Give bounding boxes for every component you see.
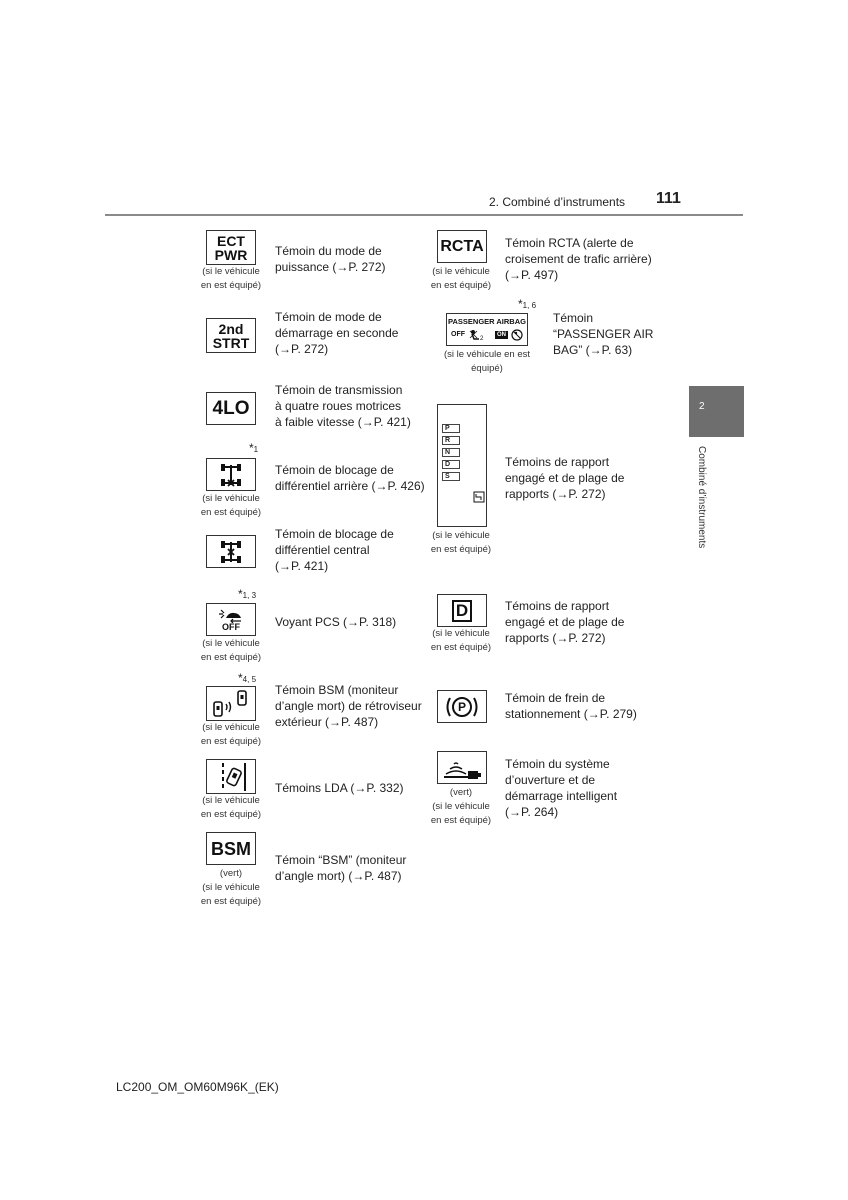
rcta-description: Témoin RCTA (alerte de croisement de trafic arrière) (→P. 497)	[505, 236, 652, 282]
drive-letter-frame: D	[452, 600, 472, 622]
rear-diff-lock-symbol-icon	[216, 462, 246, 488]
bsm-vehicles-icon	[209, 688, 253, 720]
4lo-indicator-icon: 4LO	[206, 392, 256, 425]
seated-passenger-crossed-icon	[468, 329, 486, 341]
lda-description: Témoins LDA (→P. 332)	[275, 781, 404, 795]
rear-diff-description: Témoin de blocage de différentiel arrière (→P. 426)	[275, 463, 425, 493]
pcs-collision-icon	[215, 607, 247, 623]
bsm-mirror-indicator-icon	[206, 686, 256, 721]
ect-pwr-indicator-icon	[206, 230, 256, 265]
4lo-description: Témoin de transmission à quatre roues motrices à faible vitesse (→P. 421)	[275, 383, 411, 429]
ect-icon-line2: PWR	[214, 246, 248, 263]
pcs-description: Voyant PCS (→P. 318)	[275, 615, 397, 629]
airbag-status-row: OFF 2 ON	[451, 329, 523, 341]
rear-diff-lock-icon	[206, 458, 256, 491]
seated-passenger-on-icon	[511, 329, 523, 341]
chapter-number: 2	[699, 401, 705, 412]
document-code: LC200_OM_OM60M96K_(EK)	[116, 1080, 279, 1094]
equipment-note: (vert) (si le véhicule en est équipé)	[430, 787, 492, 826]
gear-n: N	[442, 448, 460, 457]
shift-range-description: Témoins de rapport engagé et de plage de rapports (→P. 272)	[505, 455, 625, 501]
header-divider	[105, 214, 743, 216]
equipment-note: (si le véhicule en est équipé)	[430, 530, 492, 555]
center-diff-lock-symbol-icon	[216, 539, 246, 565]
page-number: 111	[656, 190, 681, 207]
second-start-description: Témoin de mode de démarrage en seconde (→P. 272)	[275, 310, 399, 356]
ect-description: Témoin du mode de puissance (→P. 272)	[275, 244, 386, 274]
gear-s: S	[442, 472, 460, 481]
center-diff-lock-icon	[206, 535, 256, 568]
lane-departure-icon	[209, 761, 253, 793]
ect-icon-line1: ECT	[216, 232, 245, 249]
gear-p: P	[442, 424, 460, 433]
section-title: 2. Combiné d’instruments	[489, 195, 626, 209]
footnote-marker: *1, 6	[518, 297, 537, 311]
shift-range-icon	[473, 491, 485, 503]
equipment-note: (si le véhicule en est équipé)	[200, 638, 262, 663]
footnote-marker: *1	[249, 441, 259, 455]
bsm-indicator-icon: BSM	[206, 832, 256, 865]
passenger-airbag-indicator-icon: PASSENGER AIRBAG OFF 2 ON	[446, 313, 528, 346]
lda-indicator-icon	[206, 759, 256, 794]
second-start-indicator-icon: 2nd STRT	[206, 318, 256, 353]
gear-r: R	[442, 436, 460, 445]
pcs-off-indicator-icon: OFF	[206, 603, 256, 636]
parking-brake-description: Témoin de frein de stationnement (→P. 279)	[505, 691, 637, 721]
gear-d: D	[442, 460, 460, 469]
equipment-note: (si le véhicule en est équipé)	[200, 493, 262, 518]
svg-text:2: 2	[480, 335, 484, 341]
footnote-marker: *4, 5	[238, 671, 257, 685]
shift-position-indicator-panel	[437, 404, 487, 527]
smart-entry-indicator-icon	[437, 751, 487, 784]
equipment-note: (si le véhicule en est équipé)	[200, 795, 262, 820]
smart-key-signal-icon	[441, 756, 483, 780]
equipment-note: (si le véhicule en est équipé)	[200, 266, 262, 291]
center-diff-description: Témoin de blocage de différentiel central (→P. 421)	[275, 527, 394, 573]
drive-position-description: Témoins de rapport engagé et de plage de rapports (→P. 272)	[505, 599, 625, 645]
equipment-note: (vert) (si le véhicule en est équipé)	[200, 868, 262, 907]
chapter-tab	[689, 386, 744, 437]
smart-entry-description: Témoin du système d’ouverture et de démarrage intelligent (→P. 264)	[505, 757, 618, 819]
footnote-marker: *1, 3	[238, 587, 257, 601]
equipment-note: (si le véhicule en est équipé)	[430, 266, 492, 291]
rcta-indicator-icon: RCTA	[437, 230, 487, 263]
passenger-airbag-description: Témoin “PASSENGER AIR BAG” (→P. 63)	[553, 311, 654, 357]
bsm-description: Témoin “BSM” (moniteur d’angle mort) (→P. 487)	[275, 853, 407, 883]
drive-position-indicator-icon	[437, 594, 487, 627]
chapter-label: Combiné d’instruments	[696, 446, 707, 549]
equipment-note: (si le véhicule en est équipé)	[430, 628, 492, 653]
parking-brake-indicator-icon: P	[437, 690, 487, 723]
bsm-mirror-description: Témoin BSM (moniteur d’angle mort) de rétroviseur extérieur (→P. 487)	[275, 683, 422, 729]
equipment-note: (si le véhicule en est équipé)	[443, 349, 531, 374]
equipment-note: (si le véhicule en est équipé)	[200, 722, 262, 747]
